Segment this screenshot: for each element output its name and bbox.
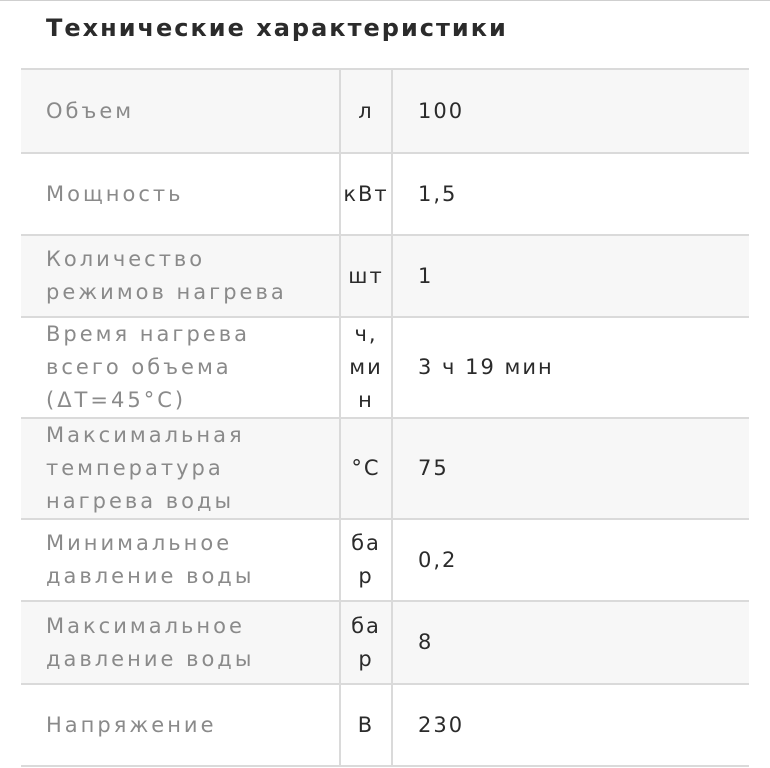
spec-row-max-temperature	[21, 418, 749, 519]
spec-unit: ч, ми н	[340, 317, 392, 418]
spec-value: 0,2	[392, 519, 749, 601]
spec-unit: л	[340, 69, 392, 153]
spec-value: 3 ч 19 мин	[392, 317, 749, 418]
spec-row-volume	[21, 69, 749, 153]
spec-name: Мощность	[21, 153, 340, 235]
spec-unit: ба р	[340, 601, 392, 684]
spec-value: 1,5	[392, 153, 749, 235]
spec-name: Напряжение	[21, 684, 340, 766]
spec-unit: кВт	[340, 153, 392, 235]
spec-row-voltage	[21, 684, 749, 766]
spec-value: 1	[392, 235, 749, 317]
spec-value: 100	[392, 69, 749, 153]
spec-row-heating-time	[21, 317, 749, 418]
spec-name: Объем	[21, 69, 340, 153]
spec-value: 8	[392, 601, 749, 684]
spec-name: Максимальная температура нагрева воды	[21, 418, 340, 519]
spec-row-min-pressure	[21, 519, 749, 601]
spec-name: Минимальное давление воды	[21, 519, 340, 601]
spec-name: Максимальное давление воды	[21, 601, 340, 684]
spec-unit: В	[340, 684, 392, 766]
spec-name: Время нагрева всего объема (ΔT=45°C)	[21, 317, 340, 418]
spec-row-heating-modes	[21, 235, 749, 317]
spec-row-max-pressure	[21, 601, 749, 684]
specs-table	[21, 68, 749, 767]
spec-value: 230	[392, 684, 749, 766]
spec-row-power	[21, 153, 749, 235]
spec-unit: °C	[340, 418, 392, 519]
spec-unit: ба р	[340, 519, 392, 601]
top-divider	[0, 0, 770, 1]
spec-unit: шт	[340, 235, 392, 317]
page-title: Технические характеристики	[46, 14, 508, 42]
spec-name: Количество режимов нагрева	[21, 235, 340, 317]
spec-value: 75	[392, 418, 749, 519]
